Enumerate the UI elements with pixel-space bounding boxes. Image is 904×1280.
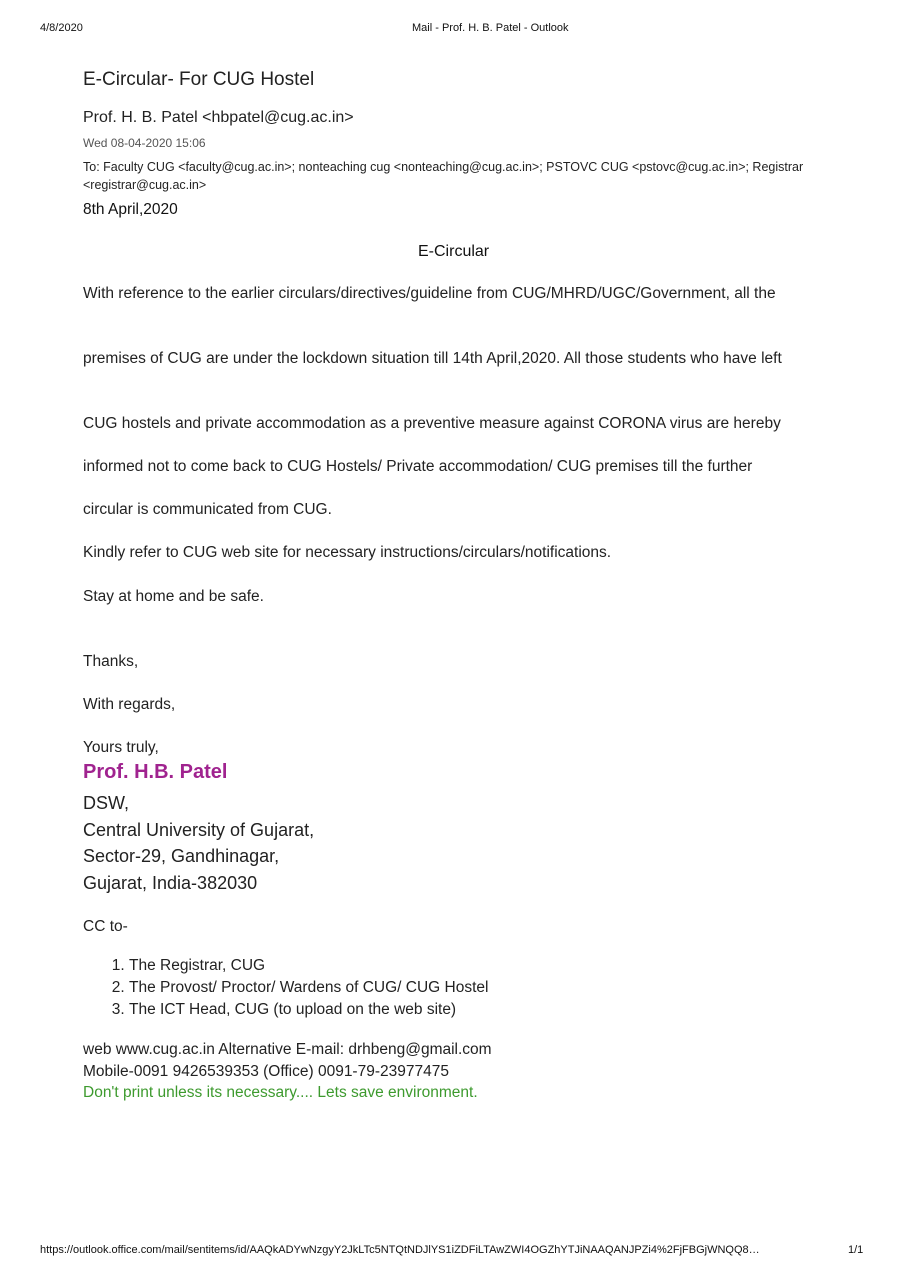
print-date: 4/8/2020 xyxy=(40,22,83,34)
eco-message: Don't print unless its necessary.... Lets save environment. xyxy=(83,1084,478,1101)
contact-block xyxy=(83,1039,492,1104)
body-paragraph: circular is communicated from CUG. xyxy=(83,501,332,518)
body-paragraph: Stay at home and be safe. xyxy=(83,588,264,605)
print-url: https://outlook.office.com/mail/sentitems/id/AAQkADYwNzgyY2JkLTc5NTQtNDJlYS1iZDFiLTAwZWI4OGZhYTJiNAAQANJPZi4%2FjFBGjWNQQ8… xyxy=(40,1244,760,1256)
signature-line: Gujarat, India-382030 xyxy=(83,872,258,893)
cc-label: CC to- xyxy=(83,918,128,935)
print-page-number: 1/1 xyxy=(848,1244,864,1256)
email-recipients: To: Faculty CUG <faculty@cug.ac.in>; nonteaching cug <nonteaching@cug.ac.in>; PSTOVC CUG <pstovc@cug.ac.in>; Registrar <registrar@cug.ac.in> xyxy=(83,160,804,192)
contact-phone: Mobile-0091 9426539353 (Office) 0091-79-23977475 xyxy=(83,1062,449,1080)
body-paragraph: informed not to come back to CUG Hostels/ Private accommodation/ CUG premises till the further xyxy=(83,458,753,475)
signature-line: Sector-29, Gandhinagar, xyxy=(83,846,280,866)
closing-thanks: Thanks, xyxy=(83,653,139,670)
body-paragraph: premises of CUG are under the lockdown situation till 14th April,2020. All those students who have left xyxy=(83,350,782,367)
cc-item: 2. The Provost/ Proctor/ Wardens of CUG/ CUG Hostel xyxy=(129,977,488,999)
cc-item: 3. The ICT Head, CUG (to upload on the web site) xyxy=(129,999,488,1021)
email-subject: E-Circular- For CUG Hostel xyxy=(83,69,315,90)
signature-line: DSW, xyxy=(83,793,130,813)
signature-block xyxy=(83,790,314,896)
cc-list xyxy=(83,955,488,1021)
body-paragraph: With reference to the earlier circulars/directives/guideline from CUG/MHRD/UGC/Government, all the xyxy=(83,285,776,302)
closing-regards: With regards, xyxy=(83,696,176,713)
contact-web-email: web www.cug.ac.in Alternative E-mail: drhbeng@gmail.com xyxy=(83,1041,492,1058)
print-title: Mail - Prof. H. B. Patel - Outlook xyxy=(412,22,569,34)
cc-item: 1. The Registrar, CUG xyxy=(129,955,488,977)
email-sender: Prof. H. B. Patel <hbpatel@cug.ac.in> xyxy=(83,109,354,126)
email-timestamp: Wed 08-04-2020 15:06 xyxy=(83,136,206,150)
cc-list-container xyxy=(83,955,488,1021)
signature-line: Central University of Gujarat, xyxy=(83,819,315,840)
signature-name: Prof. H.B. Patel xyxy=(83,761,228,783)
circular-date: 8th April,2020 xyxy=(83,201,178,218)
closing-yours: Yours truly, xyxy=(83,739,159,756)
body-paragraph: CUG hostels and private accommodation as a preventive measure against CORONA virus are hereby xyxy=(83,415,781,432)
body-paragraph: Kindly refer to CUG web site for necessary instructions/circulars/notifications. xyxy=(83,544,612,561)
circular-heading: E-Circular xyxy=(418,243,490,260)
